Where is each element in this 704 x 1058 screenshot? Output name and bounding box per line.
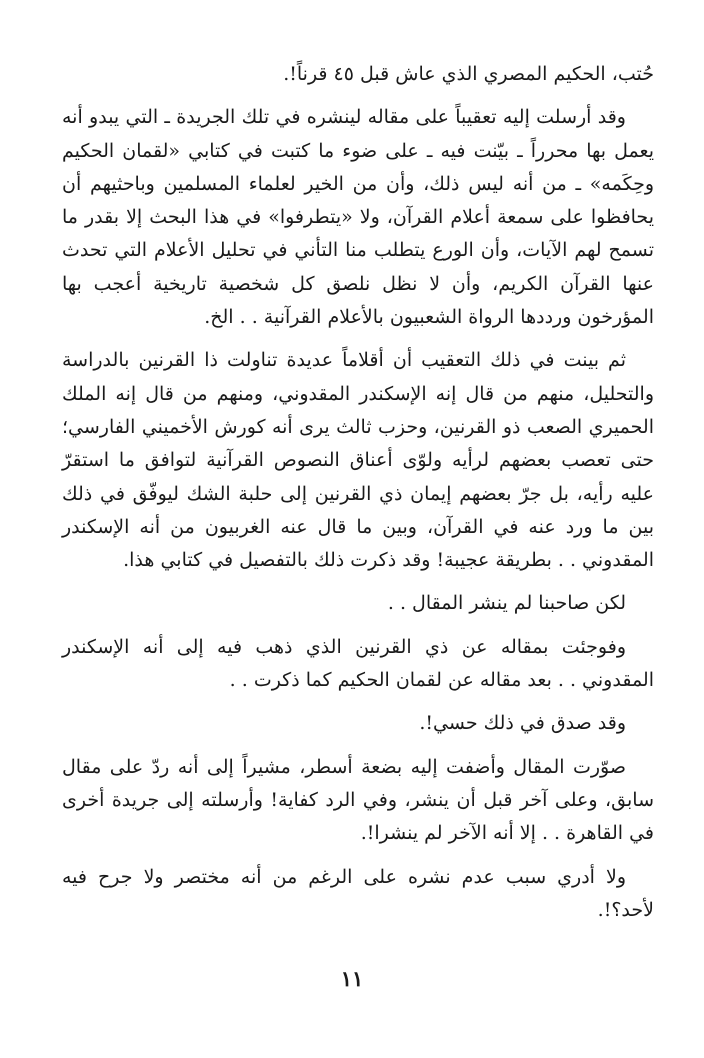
paragraph-6: وقد صدق في ذلك حسي!.: [419, 712, 626, 735]
paragraph-7: صوّرت المقال وأضفت إليه بضعة أسطر، مشيراً إلى أنه ردّ على مقال سابق، وعلى آخر قبل أن ينشر، وفي الرد كفاية! وأرسلته إلى جريدة أخرى في القاهرة . . إلا أنه الآخر لم ينشرا!.: [62, 755, 654, 845]
page-number: ١١: [340, 966, 364, 991]
paragraph-4: لكن صاحبنا لم ينشر المقال . .: [387, 592, 626, 615]
paragraph-3: ثم بينت في ذلك التعقيب أن أقلاماً عديدة تناولت ذا القرنين بالدراسة والتحليل، منهم من قال إنه الإسكندر المقدوني، ومنهم من قال إنه الملك الحميري الصعب ذو القرنين، وحزب ثالث يرى أنه كورش الأخميني الفارسي؛ حتى تعصب بعضهم لرأيه ولوّى أعناق النصوص القرآنية لتوافق ما استقرّ عليه رأيه، بل جرّ بعضهم إيمان ذي القرنين إلى حلبة الشك ليوفّق في ذلك بين ما ورد عنه في القرآن، وبين ما قال عنه الغربيون من أنه الإسكندر المقدوني . . بطريقة عجيبة! وقد ذكرت ذلك بالتفصيل في كتابي هذا.: [62, 349, 654, 572]
paragraph-8: ولا أدري سبب عدم نشره على الرغم من أنه مختصر ولا جرح فيه لأحد؟!.: [62, 865, 654, 921]
page-body: [62, 58, 654, 927]
paragraph-1: حُتب، الحكيم المصري الذي عاش قبل ٤٥ قرناً!.: [283, 63, 654, 85]
paragraph-5: وفوجئت بمقاله عن ذي القرنين الذي ذهب فيه إلى أنه الإسكندر المقدوني . . بعد مقاله عن لقمان الحكيم كما ذكرت . .: [62, 635, 654, 692]
paragraph-2: وقد أرسلت إليه تعقيباً على مقاله لينشره في تلك الجريدة ـ التي يبدو أنه يعمل بها محرراً ـ بيّنت فيه ـ على ضوء ما كتبت في كتابي «لقمان الحكيم وحِكَمه» ـ من أنه ليس ذلك، وأن من الخير لعلماء المسلمين وباحثيهم أن يحافظوا على سمعة أعلام القرآن، ولا «يتطرفوا» في هذا البحث إلا بقدر ما تسمح لهم الآيات، وأن الورع يتطلب منا التأني في تحليل الأعلام التي تحدث عنها القرآن الكريم، وأن لا نظل نلصق كل شخصية تاريخية أعجب بها المؤرخون ورددها الرواة الشعبيون بالأعلام القرآنية . . الخ.: [62, 106, 654, 329]
